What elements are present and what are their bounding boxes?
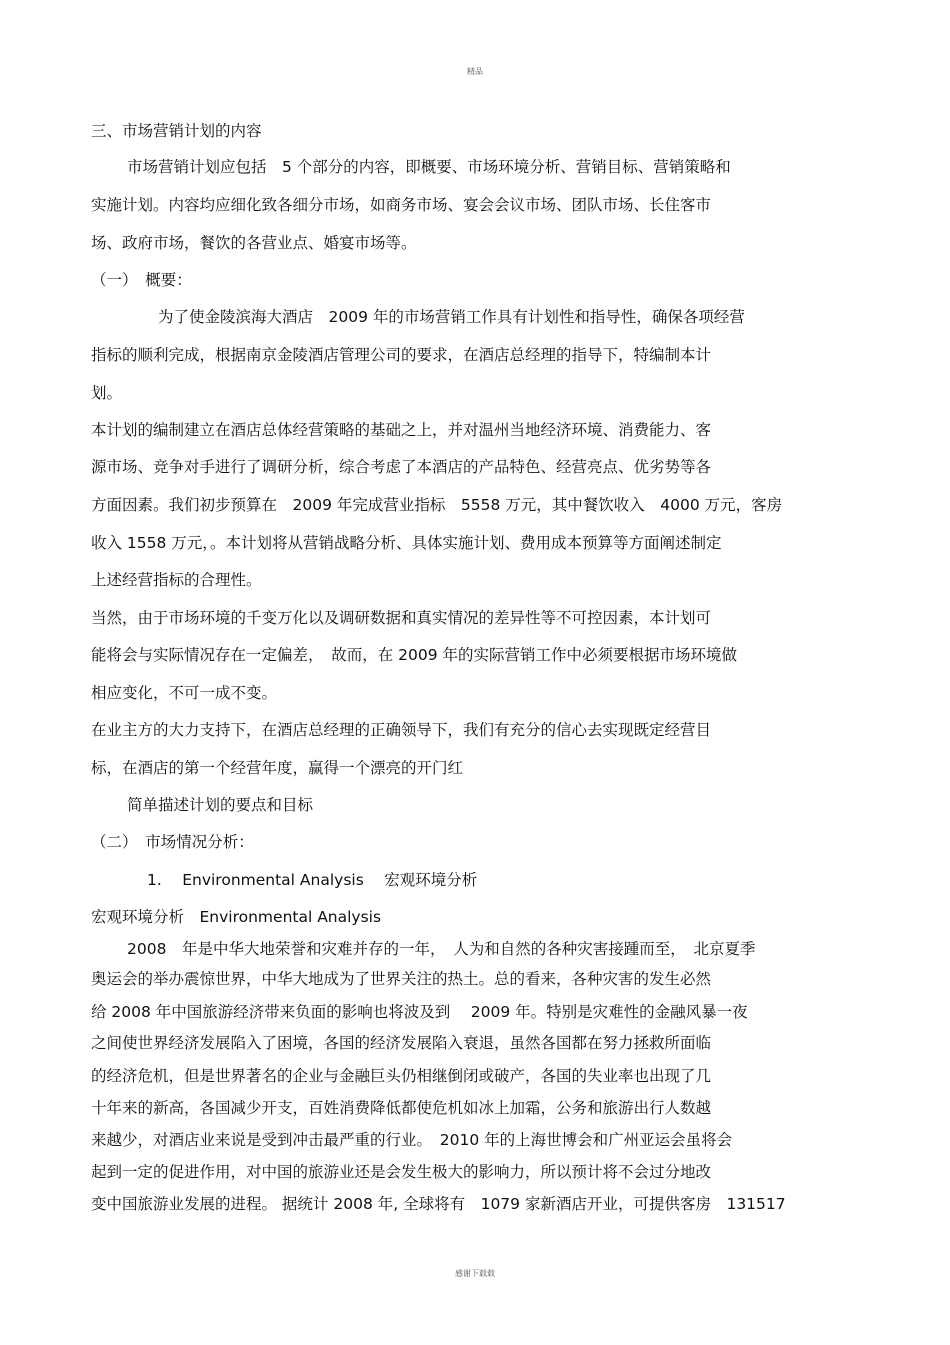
- paragraph-line: 实施计划。内容均应细化致各细分市场，如商务市场、宴会会议市场、团队市场、长住客市: [91, 196, 712, 214]
- list-item: 1. Environmental Analysis 宏观环境分析: [147, 871, 478, 889]
- paragraph-line: 市场营销计划应包括 5 个部分的内容，即概要、市场环境分析、营销目标、营销策略和: [127, 158, 731, 176]
- subsection-heading: （一） 概要：: [91, 271, 192, 289]
- paragraph-line: 上述经营指标的合理性。: [91, 571, 262, 589]
- paragraph-line: 当然，由于市场环境的千变万化以及调研数据和真实情况的差异性等不可控因素，本计划可: [91, 609, 712, 627]
- paragraph-line: 起到一定的促进作用，对中国的旅游业还是会发生极大的影响力，所以预计将不会过分地改: [91, 1163, 712, 1181]
- paragraph-line: 十年来的新高，各国减少开支，百姓消费降低都使危机如冰上加霜，公务和旅游出行人数越: [91, 1099, 712, 1117]
- paragraph-line: 方面因素。我们初步预算在 2009 年完成营业指标 5558 万元，其中餐饮收入 4000 万元，客房: [91, 496, 783, 514]
- paragraph-line: 简单描述计划的要点和目标: [127, 796, 314, 814]
- paragraph-line: 标，在酒店的第一个经营年度，赢得一个漂亮的开门红: [91, 759, 464, 777]
- paragraph-line: 宏观环境分析 Environmental Analysis: [91, 908, 382, 926]
- paragraph-line: 给 2008 年中国旅游经济带来负面的影响也将波及到 2009 年。特别是灾难性的金融风暴一夜: [91, 1003, 748, 1021]
- paragraph-line: 收入 1558 万元，。本计划将从营销战略分析、具体实施计划、费用成本预算等方面阐述制定: [91, 534, 722, 552]
- subsection-heading: （二） 市场情况分析：: [91, 833, 254, 851]
- paragraph-line: 源市场、竞争对手进行了调研分析，综合考虑了本酒店的产品特色、经营亮点、优劣势等各: [91, 458, 712, 476]
- page-header: 精品: [467, 67, 483, 76]
- page-footer: 感谢下载载: [455, 1269, 495, 1278]
- paragraph-line: 2008 年是中华大地荣誉和灾难并存的一年， 人为和自然的各种灾害接踵而至， 北京夏季: [127, 940, 756, 958]
- paragraph-line: 能将会与实际情况存在一定偏差， 故而，在 2009 年的实际营销工作中必须要根据市场环境做: [91, 646, 738, 664]
- paragraph-line: 奥运会的举办震惊世界，中华大地成为了世界关注的热土。总的看来，各种灾害的发生必然: [91, 970, 712, 988]
- paragraph-line: 本计划的编制建立在酒店总体经营策略的基础之上，并对温州当地经济环境、消费能力、客: [91, 421, 712, 439]
- paragraph-line: 之间使世界经济发展陷入了困境，各国的经济发展陷入衰退，虽然各国都在努力拯救所面临: [91, 1034, 712, 1052]
- paragraph-line: 为了使金陵滨海大酒店 2009 年的市场营销工作具有计划性和指导性，确保各项经营: [158, 308, 745, 326]
- paragraph-line: 划。: [91, 384, 123, 402]
- paragraph-line: 在业主方的大力支持下，在酒店总经理的正确领导下，我们有充分的信心去实现既定经营目: [91, 721, 712, 739]
- paragraph-line: 变中国旅游业发展的进程。 据统计 2008 年, 全球将有 1079 家新酒店开业，可提供客房 131517: [91, 1195, 786, 1213]
- section-heading: 三、市场营销计划的内容: [91, 122, 262, 140]
- paragraph-line: 相应变化，不可一成不变。: [91, 684, 278, 702]
- paragraph-line: 场、政府市场，餐饮的各营业点、婚宴市场等。: [91, 234, 417, 252]
- paragraph-line: 的经济危机，但是世界著名的企业与金融巨头仍相继倒闭或破产，各国的失业率也出现了几: [91, 1067, 712, 1085]
- paragraph-line: 来越少，对酒店业来说是受到冲击最严重的行业。 2010 年的上海世博会和广州亚运会虽将会: [91, 1131, 733, 1149]
- paragraph-line: 指标的顺利完成，根据南京金陵酒店管理公司的要求，在酒店总经理的指导下，特编制本计: [91, 346, 712, 364]
